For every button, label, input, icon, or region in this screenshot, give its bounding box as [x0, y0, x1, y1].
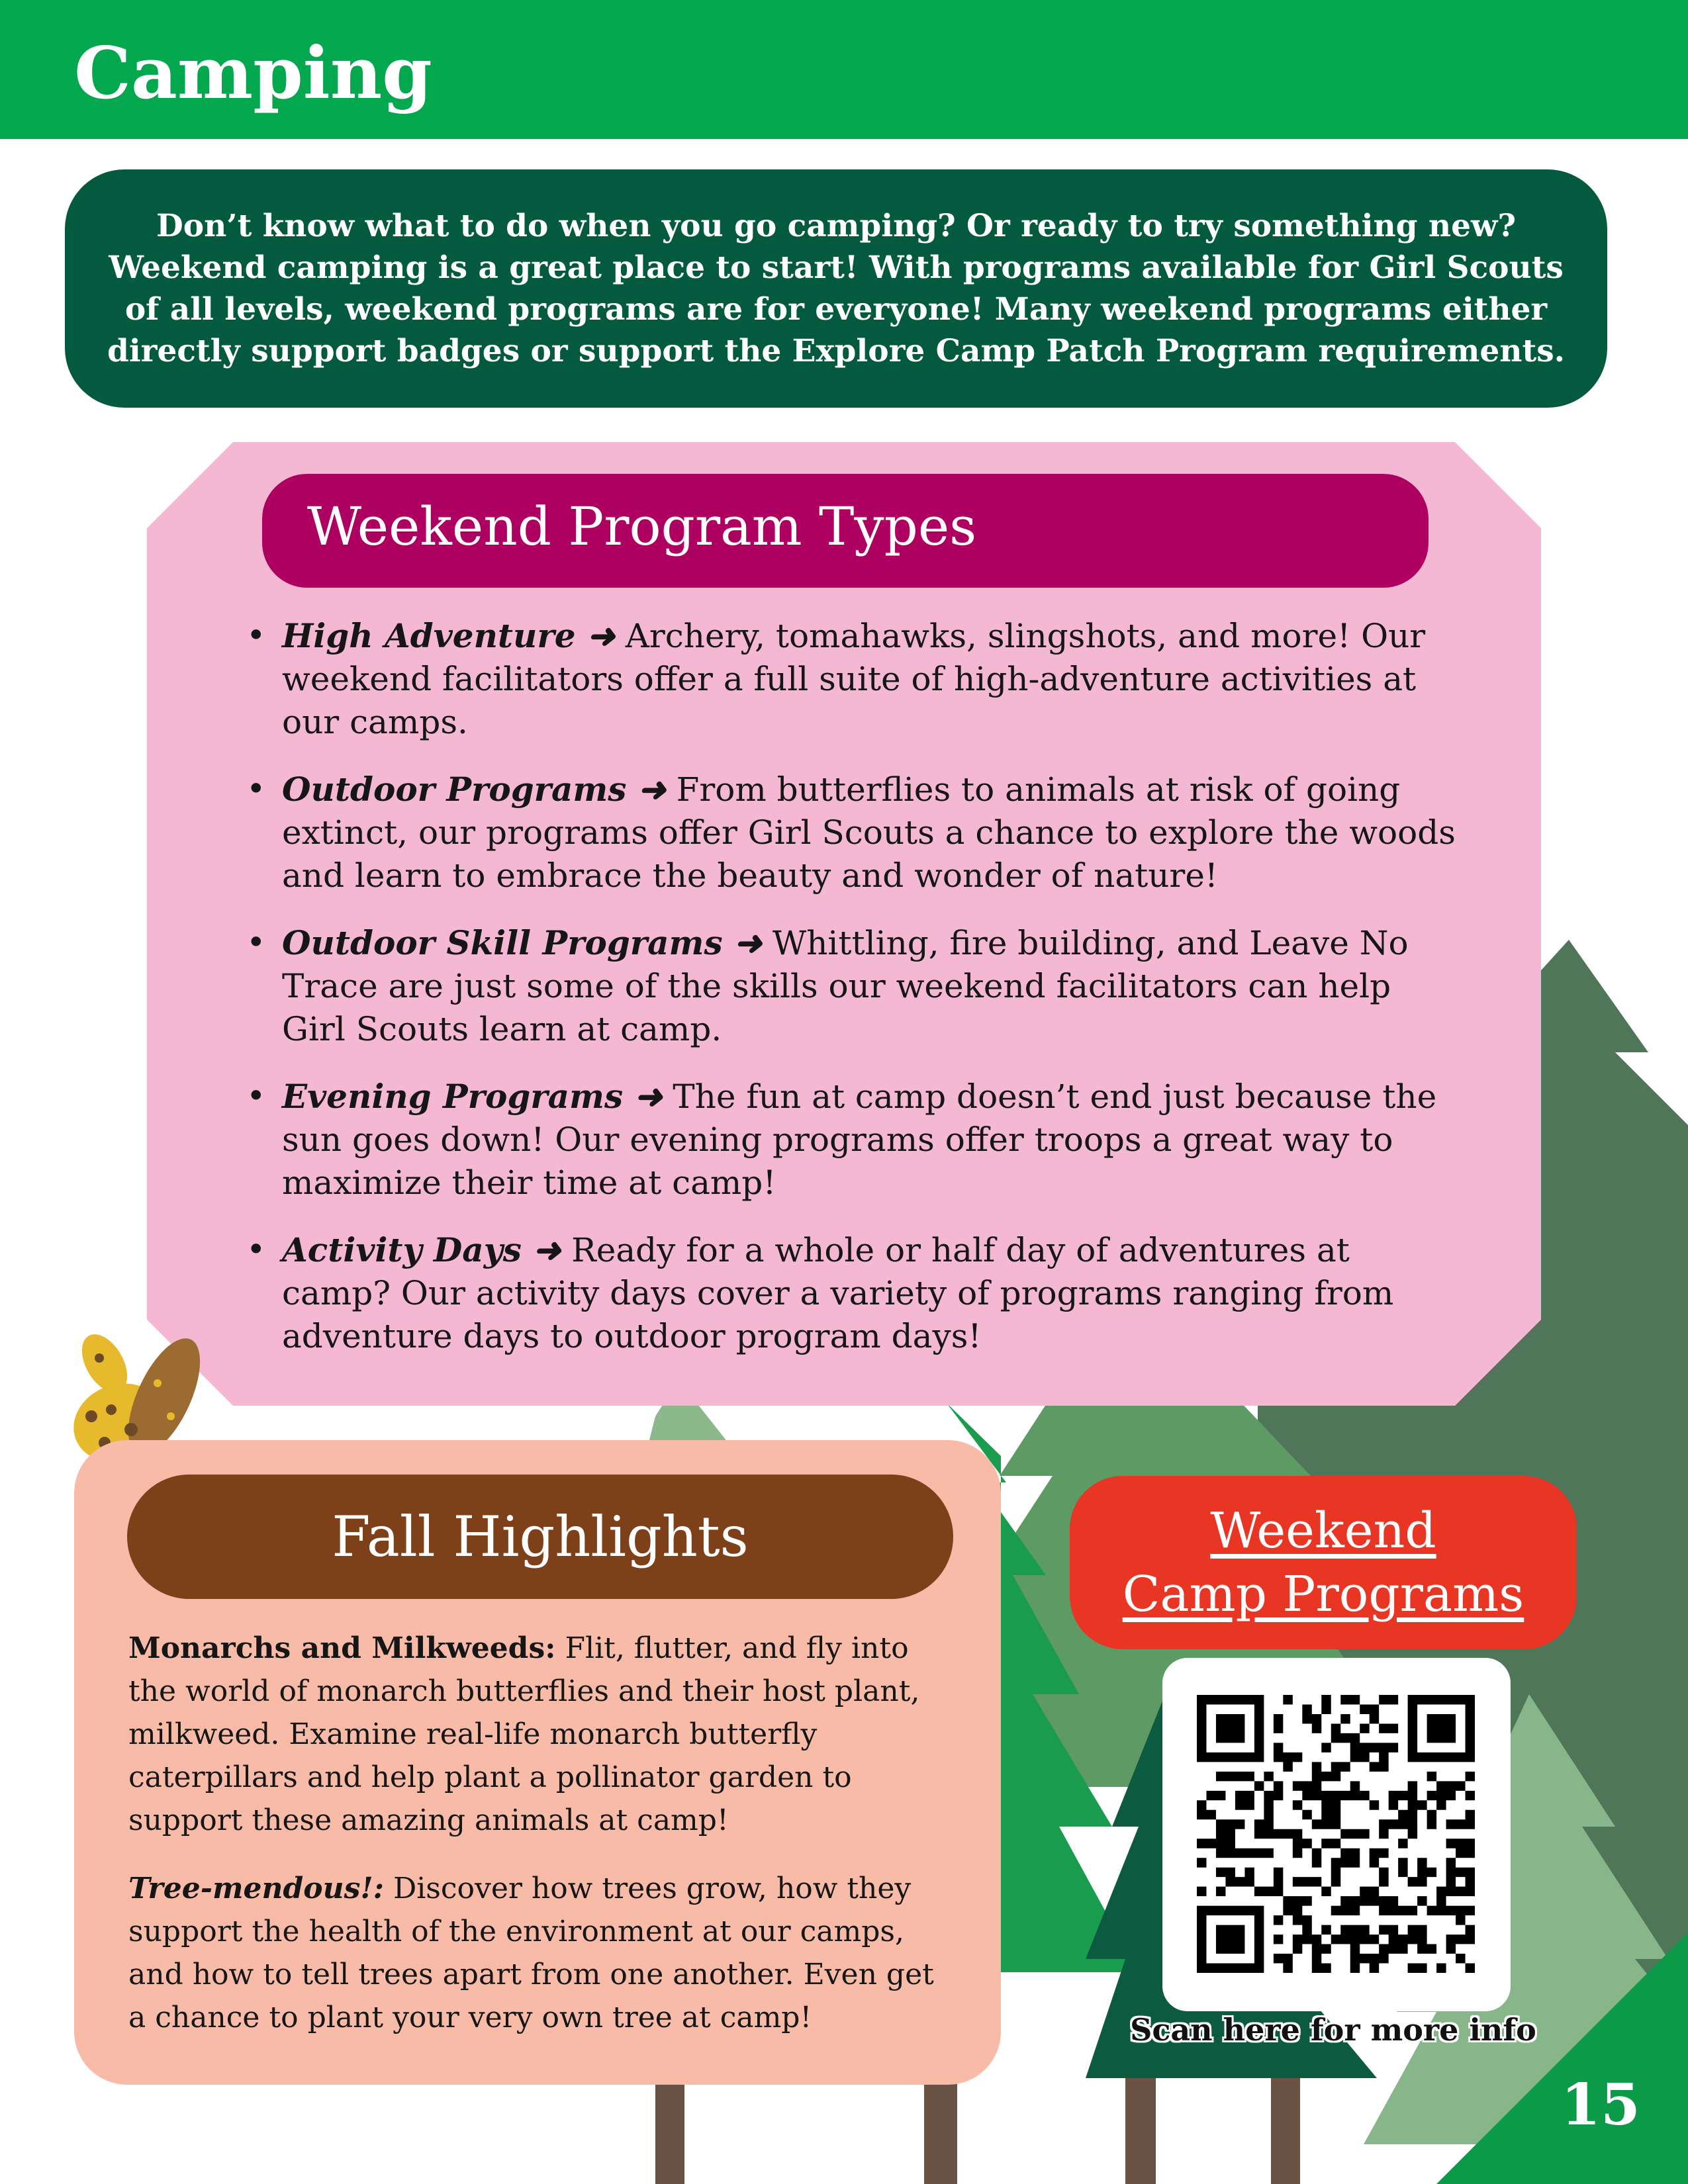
fall-highlights-title: Fall Highlights	[332, 1504, 749, 1569]
program-term: Outdoor Programs ➜	[282, 770, 666, 809]
bullet-icon: •	[246, 616, 266, 655]
highlight-description: Flit, flutter, and fly into the world of monarch butterflies and their host plant, milkweed. Examine real-life monarch butterfly caterpillars and help plant a pollinator garden to support these amazing animals at camp!	[128, 1631, 920, 1837]
program-term: Evening Programs ➜	[282, 1077, 663, 1116]
bullet-icon: •	[246, 1077, 266, 1115]
weekend-link-label: Weekend Camp Programs	[1122, 1502, 1524, 1623]
bullet-icon: •	[246, 923, 266, 962]
program-description: Archery, tomahawks, slingshots, and more! Our weekend facilitators offer a full suite of high-adventure activities at our camps.	[282, 617, 1426, 741]
program-term: Outdoor Skill Programs ➜	[282, 923, 762, 962]
program-types-title: Weekend Program Types	[307, 496, 977, 557]
highlight-term: Tree-mendous!:	[128, 1872, 384, 1905]
program-description: The fun at camp doesn’t end just because the sun goes down! Our evening programs offer troops a great way to maximize their time at camp!	[282, 1077, 1437, 1202]
program-description: Ready for a whole or half day of adventures at camp? Our activity days cover a variety of programs ranging from adventure days to outdoor program days!	[282, 1231, 1394, 1355]
highlight-description: Discover how trees grow, how they support the health of the environment at our camps, and how to tell trees apart from one another. Even get a chance to plant your very own tree at camp!	[128, 1872, 934, 2034]
intro-text: Don’t know what to do when you go camping? Or ready to try something new? Weekend camping is a great place to start! With programs available for Girl Scouts of all levels, weekend programs are for everyone! Many weekend programs either directly support badges or support the Explore Camp Patch Program requirements.	[107, 208, 1566, 369]
program-description: Whittling, fire building, and Leave No Trace are just some of the skills our weekend facilitators can help Girl Scouts learn at camp.	[282, 924, 1409, 1048]
highlight-term: Monarchs and Milkweeds:	[128, 1631, 556, 1665]
program-term: High Adventure ➜	[282, 616, 615, 655]
qr-caption: Scan here for more info	[1130, 2012, 1536, 2048]
bullet-icon: •	[246, 770, 266, 808]
program-term: Activity Days ➜	[282, 1230, 561, 1269]
bullet-icon: •	[246, 1230, 266, 1269]
program-description: From butterflies to animals at risk of going extinct, our programs offer Girl Scouts a chance to explore the woods and learn to embrace the beauty and wonder of nature!	[282, 770, 1456, 895]
page-number: 15	[1561, 2071, 1640, 2138]
page-title: Camping	[74, 32, 432, 115]
